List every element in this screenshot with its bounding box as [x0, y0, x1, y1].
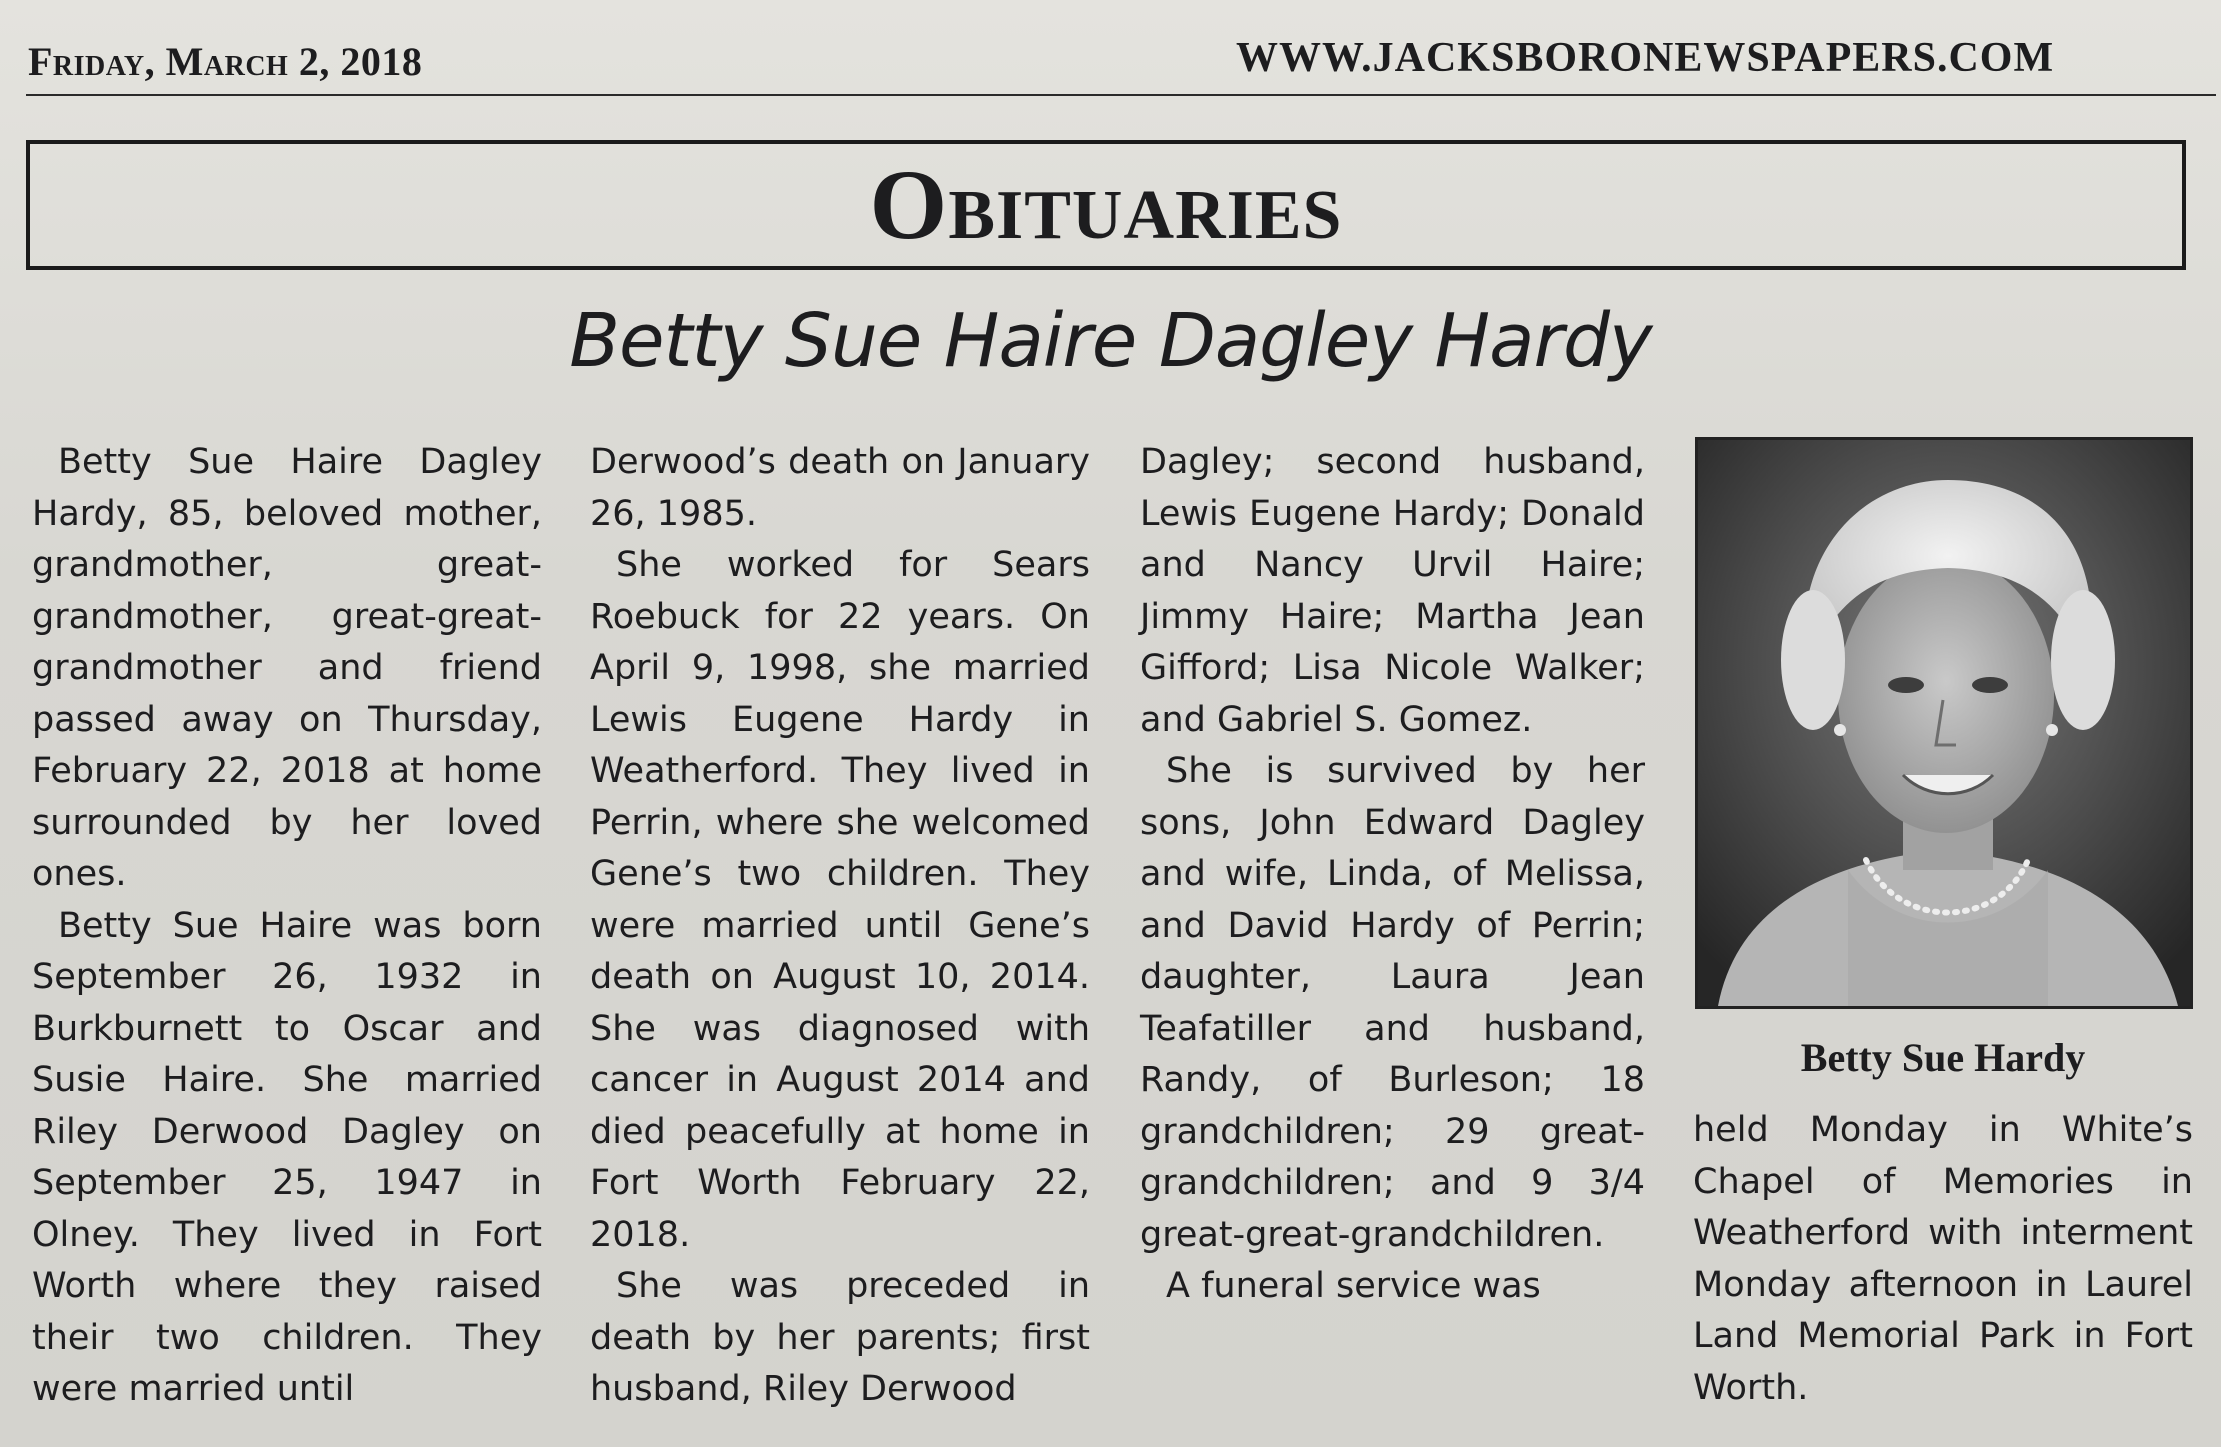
- article-column-1: [32, 437, 542, 1416]
- newspaper-website: WWW.JACKSBORONEWSPAPERS.COM: [1236, 35, 2055, 81]
- paragraph: Dagley; second husband, Lewis Eugene Hardy; Donald and Nancy Urvil Haire; Jimmy Haire; Martha Jean Gifford; Lisa Nicole Walker; and Gabriel S. Gomez.: [1140, 442, 1645, 740]
- paragraph: A funeral service was: [1166, 1266, 1541, 1306]
- obituary-headline: Betty Sue Haire Dagley Hardy: [569, 298, 1652, 384]
- paragraph: Derwood’s death on January 26, 1985.: [590, 442, 1090, 534]
- article-column-4: [1693, 1105, 2193, 1414]
- article-column-2: [590, 437, 1090, 1416]
- masthead-rule: [26, 94, 2216, 96]
- portrait-image: [1698, 440, 2190, 1006]
- photo-caption: Betty Sue Hardy: [1800, 1035, 2086, 1080]
- portrait-photo: [1695, 437, 2193, 1009]
- paragraph: Betty Sue Haire was born September 26, 1932 in Burkburnett to Oscar and Susie Haire. She married Riley Derwood Dagley on September 25, 1947 in Olney. They lived in Fort Worth where they raised their two children. They were married until: [32, 905, 542, 1409]
- article-column-3: [1140, 437, 1645, 1313]
- paragraph: She was preceded in death by her parents; first husband, Riley Derwood: [590, 1266, 1090, 1409]
- paragraph: She is survived by her sons, John Edward Dagley and wife, Linda, of Melissa, and David Hardy of Perrin; daughter, Laura Jean Teafatiller and husband, Randy, of Burleson; 18 grandchildren; 29 great-grandchildren; and 9 3/4 great-great-grandchildren.: [1140, 751, 1645, 1255]
- paragraph: She worked for Sears Roebuck for 22 years. On April 9, 1998, she married Lewis Eugene Hardy in Weatherford. They lived in Perrin, where she welcomed Gene’s two children. They were married until Gene’s death on August 10, 2014. She was diagnosed with cancer in August 2014 and died peacefully at home in Fort Worth February 22, 2018.: [590, 545, 1090, 1255]
- section-title: Obituaries: [869, 149, 1343, 260]
- issue-date: Friday, March 2, 2018: [28, 39, 423, 84]
- paragraph: held Monday in White’s Chapel of Memories in Weatherford with interment Monday afternoon in Laurel Land Memorial Park in Fort Worth.: [1693, 1110, 2193, 1408]
- section-banner: [26, 140, 2186, 270]
- paragraph: Betty Sue Haire Dagley Hardy, 85, beloved mother, grandmother, great-grandmother, great-great-grandmother and friend passed away on Thursday, February 22, 2018 at home surrounded by her loved ones.: [32, 442, 542, 894]
